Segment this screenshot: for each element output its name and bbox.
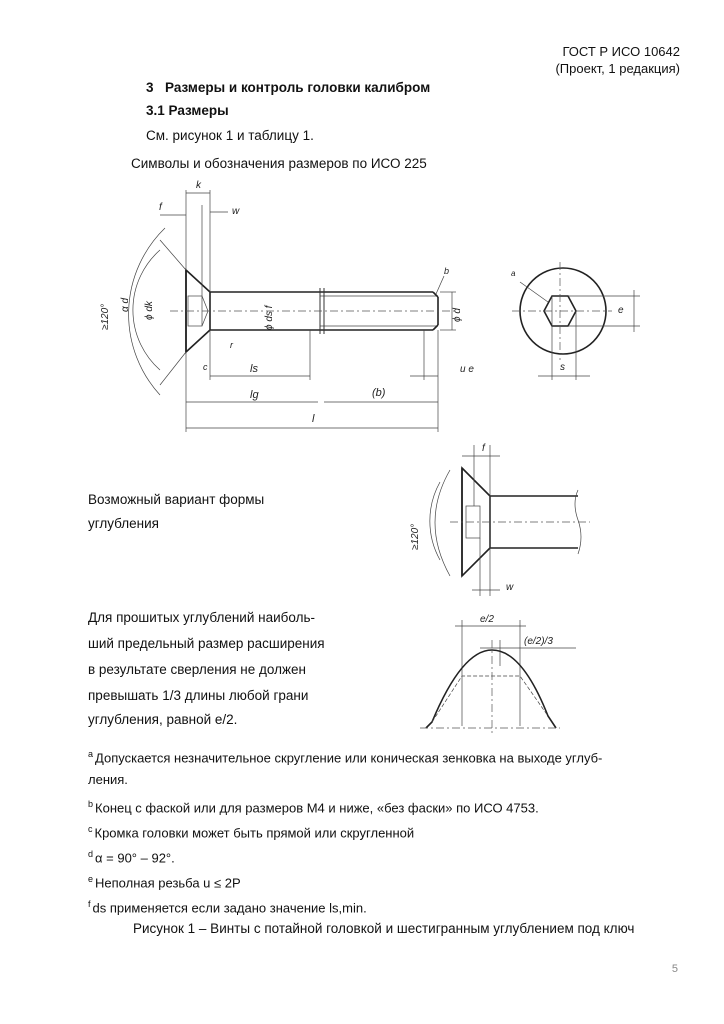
drill-note-4: превышать 1/3 длины любой грани [88,688,309,703]
c-label: c [203,362,208,372]
dim-k-label: k [196,180,201,191]
ls-label: ls [250,363,258,375]
section-heading: Размеры и контроль головки калибром [165,80,431,95]
variant-f-label: f [482,443,485,454]
e23-label: (e/2)/3 [524,636,553,647]
footnote-f: $^f$ ds применяется если задано значение ls,min. [88,899,367,916]
lg-label: lg [250,389,259,401]
l-label: l [312,413,315,425]
dim-w-label: w [232,206,240,217]
drill-note-3: в результате сверления не должен [88,662,306,677]
variant-line-1: Возможный вариант формы [88,492,265,507]
subsection-heading: 3.1 Размеры [146,103,229,118]
figure-caption: Рисунок 1 – Винты с потайной головкой и шестигранным углублением под ключ [133,921,635,936]
recess-profile [426,650,556,728]
footnote-a-cont: ления. [88,772,128,787]
standard-code: ГОСТ Р ИСО 10642 [562,44,680,59]
variant-w-label: w [506,582,514,593]
e-label: e [618,305,624,316]
angle-120-label: ≥120° [100,303,111,330]
footnote-e: $^e$ Неполная резьба u ≤ 2P [88,874,241,891]
r-label: r [230,340,233,350]
figure-reference: См. рисунок 1 и таблицу 1. [146,128,314,143]
footnote-c: $^c$ Кромка головки может быть прямой или скругленной [88,824,415,841]
d-label: ϕ d [452,308,463,322]
section-number: 3 [146,80,154,95]
u-label: u e [460,364,474,375]
drill-note-1: Для прошитых углублений наиболь- [88,610,315,625]
b-paren-label: (b) [372,387,386,399]
ds-label: ϕ ds f [264,305,275,330]
note-b-marker: b [444,266,450,276]
alpha-label: α d [120,297,131,312]
e2-label: e/2 [480,614,494,625]
footnote-b: $^b$ Конец с фаской или для размеров М4 и ниже, «без фаски» по ИСО 4753. [88,799,539,816]
draft-status: (Проект, 1 редакция) [555,61,680,76]
symbols-note: Символы и обозначения размеров по ИСО 225 [131,156,427,171]
page-number: 5 [671,963,678,975]
dk-label: ϕ dk [144,301,155,320]
footnote-a: $^a$ Допускается незначительное скругление или коническая зенковка на выходе углуб- [88,749,603,766]
dim-f-label: f [159,202,162,213]
s-label: s [560,362,565,373]
a-marker: a [511,269,516,278]
variant-line-2: углубления [88,516,159,531]
footnote-d: $^d$ α = 90° – 92°. [88,849,175,866]
drill-note-2: ший предельный размер расширения [88,636,325,651]
variant-angle-label: ≥120° [410,523,421,550]
drill-note-5: углубления, равной e/2. [88,712,238,727]
